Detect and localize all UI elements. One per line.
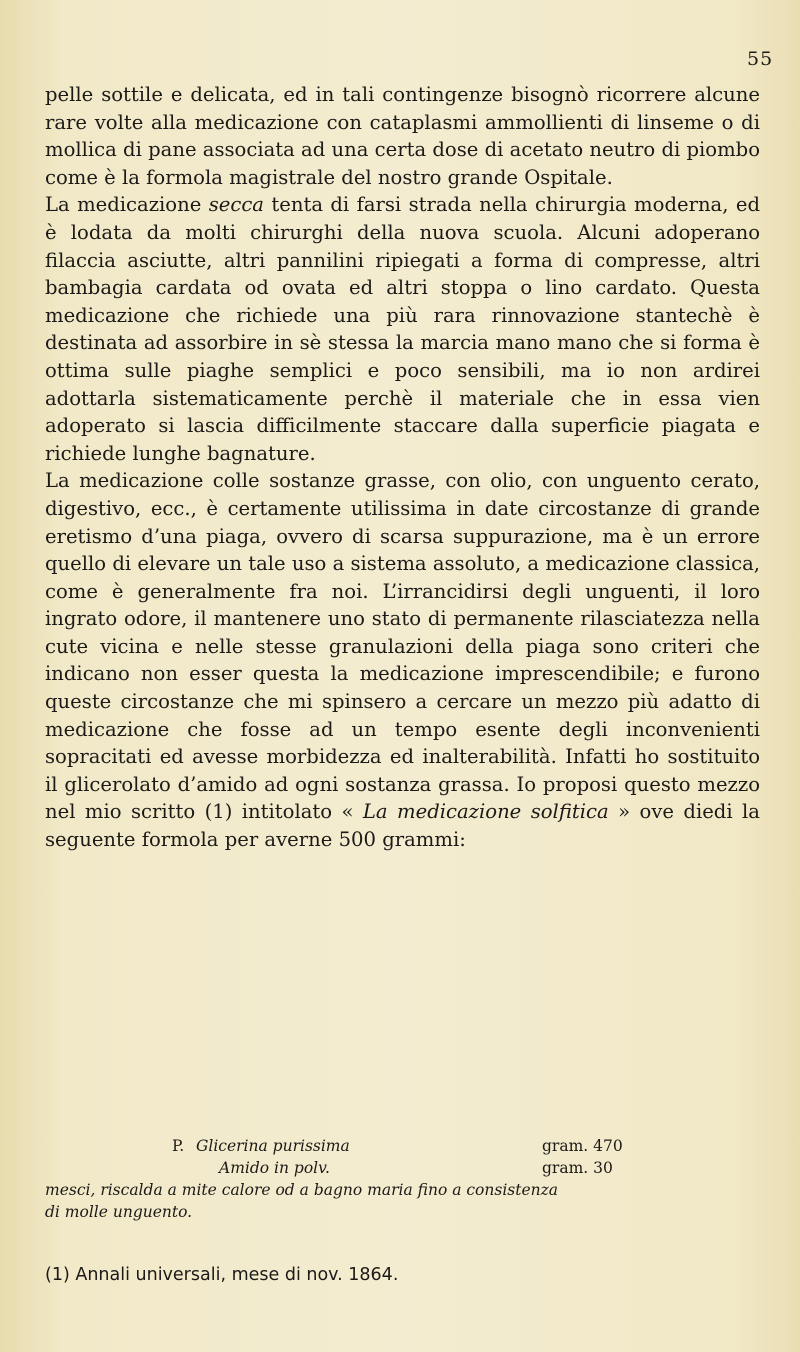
paragraph-text: La medicazione [45, 193, 209, 217]
italic-term-secca: secca [208, 193, 264, 217]
paragraph-2 [45, 191, 760, 467]
ingredient-name: Amido in polv. [219, 1159, 330, 1177]
recipe-instructions: mesci, riscalda a mite calore od a bagno maria fino a consistenza [45, 1181, 559, 1199]
ingredient-quantity: gram. 30 [542, 1159, 613, 1177]
paragraph-text: » ove diedi la seguente formola per averne 500 grammi: [45, 800, 760, 852]
paragraph-text: La medicazione colle sostanze grasse, con olio, con unguento cerato, digestivo, ecc., è certamente utilissima in date circostanze di grande eretismo d’una piaga, ovvero di scarsa suppurazione, ma è un errore quello di elevare un tale uso a sistema assoluto, a medicazione classica, come è generalmente fra noi. L’irrancidirsi degli unguenti, il loro ingrato odore, il mantenere uno stato di permanente rilasciatezza nella cute vicina e nelle stesse granulazioni della piaga sono criteri che indicano non esser questa la medicazione imprescendibile; e furono queste circostanze che mi spinsero a cercare un mezzo più adatto di medicazione che fosse ad un tempo esente degli inconvenienti sopracitati ed avesse morbidezza ed inalterabilità. Infatti ho sostituito il glicerolato d’amido ad ogni sostanza grassa. Io proposi questo mezzo nel mio scritto (1) intitolato « [45, 469, 760, 824]
ingredient-quantity: gram. 470 [542, 1137, 623, 1155]
recipe-block [45, 1135, 760, 1223]
ingredient-name: Glicerina purissima [196, 1137, 350, 1155]
paragraph-text: pelle sottile e delicata, ed in tali contingenze bisognò ricorrere alcune rare volte alla medicazione con cataplasmi ammollienti di linseme o di mollica di pane associata ad una certa dose di acetato neutro di piombo come è la formola magistrale del nostro grande Ospitale. [45, 83, 760, 189]
recipe-prefix: P. [172, 1137, 185, 1155]
footnote: (1) Annali universali, mese di nov. 1864. [45, 1265, 399, 1285]
page-number: 55 [747, 48, 774, 70]
paragraph-3 [45, 467, 760, 853]
italic-title-medicazione-solfitica: La medicazione solfitica [362, 800, 609, 824]
paragraph-1 [45, 81, 760, 191]
body-text [45, 81, 760, 854]
paragraph-text: tenta di farsi strada nella chirurgia moderna, ed è lodata da molti chirurghi della nuova scuola. Alcuni adoperano filaccia asciutte, altri pannilini ripiegati a forma di compresse, altri bambagia cardata od ovata ed altri stoppa o lino cardato. Questa medicazione che richiede una più rara rinnovazione stantechè è destinata ad assorbire in sè stessa la marcia mano mano che si forma è ottima sulle piaghe semplici e poco sensibili, ma io non ardirei adottarla sistematicamente perchè il materiale che in essa vien adoperato si lascia difficilmente staccare dalla superficie piagata e richiede lunghe bagnature. [45, 193, 760, 465]
recipe-row [45, 1135, 760, 1157]
recipe-row [45, 1157, 760, 1179]
recipe-instructions: di molle unguento. [45, 1203, 193, 1221]
